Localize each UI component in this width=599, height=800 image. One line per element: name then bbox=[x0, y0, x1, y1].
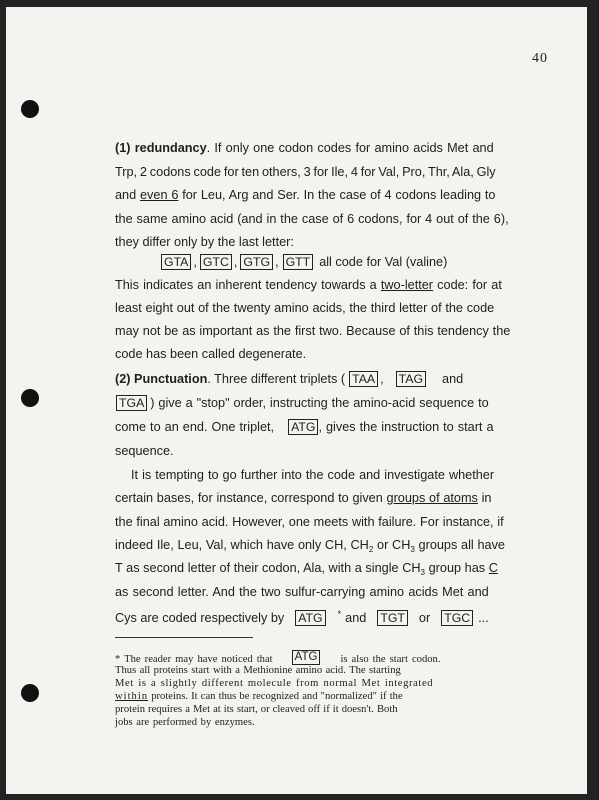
p3-line-7 bbox=[115, 606, 489, 626]
met-codon-atg: ATG bbox=[295, 610, 325, 626]
p1-line-5: they differ only by the last letter: bbox=[115, 235, 294, 249]
subscript-3: 3 bbox=[420, 568, 425, 577]
p3-line-6: as second letter. And the two sulfur-carrying amino acids Met and bbox=[115, 585, 489, 599]
p3-underline-c: C bbox=[488, 561, 498, 575]
footnote-underline-within: within bbox=[115, 691, 149, 702]
p3-line-5 bbox=[115, 560, 498, 576]
stop-codon-tga: TGA bbox=[116, 395, 147, 411]
p3-line-5-a: T as second letter of their codon, Ala, with a single CH bbox=[115, 561, 421, 575]
p2-line-1-text: . Three different triplets ( bbox=[207, 372, 346, 386]
footnote-line-3: Met is a slightly different molecule from normal Met integrated bbox=[115, 678, 434, 689]
p1-line-9: may not be as important as the first two. Because of this tendency the bbox=[115, 324, 511, 338]
footnote-line-2: Thus all proteins start with a Methionine amino acid. The starting bbox=[115, 665, 401, 676]
comma: , bbox=[275, 255, 279, 269]
p1-line-10: code has been called degenerate. bbox=[115, 347, 307, 361]
stop-codon-taa: TAA bbox=[349, 371, 378, 387]
p3-line-4-c: groups all have bbox=[414, 538, 505, 552]
punch-hole-bottom bbox=[21, 684, 39, 702]
p2-line-4: sequence. bbox=[115, 444, 174, 458]
p1-line-2: Trp, 2 codons code for ten others, 3 for Ile, 4 for Val, Pro, Thr, Ala, Gly bbox=[115, 165, 496, 179]
start-codon-atg: ATG bbox=[288, 419, 318, 435]
p2-and: and bbox=[442, 372, 464, 386]
footnote-marker: * bbox=[337, 609, 342, 619]
p2-line-2-text: ) give a "stop" order, instructing the amino-acid sequence to bbox=[150, 396, 489, 410]
footnote-line-5: protein requires a Met at its start, or cleaved off if it doesn't. Both bbox=[115, 704, 398, 715]
cys-codon-tgt: TGT bbox=[377, 610, 408, 626]
p1-heading: (1) redundancy bbox=[115, 141, 207, 155]
p2-line-3-a: come to an end. One triplet, bbox=[115, 420, 275, 434]
p2-line-3 bbox=[115, 419, 494, 435]
footnote-line-4 bbox=[115, 690, 403, 703]
p1-line-8: least eight out of the twenty amino acids, the third letter of the code bbox=[115, 301, 495, 315]
stop-codon-tag: TAG bbox=[396, 371, 426, 387]
punch-hole-middle bbox=[21, 389, 39, 407]
p2-line-2 bbox=[116, 395, 489, 411]
p1-line-7-a: This indicates an inherent tendency towards a bbox=[115, 278, 381, 292]
p1-line-1 bbox=[115, 140, 494, 156]
p3-ellipsis: ... bbox=[478, 611, 489, 626]
subscript-2: 2 bbox=[368, 545, 374, 554]
p2-heading: (2) Punctuation bbox=[115, 372, 208, 386]
p3-or: or bbox=[418, 611, 431, 626]
codon-box-gtt: GTT bbox=[283, 254, 314, 270]
p3-line-5-b: group has bbox=[424, 561, 489, 575]
p1-line-1-text: . If only one codon codes for amino acids Met and bbox=[206, 141, 494, 155]
p2-line-3-b: , gives the instruction to start a bbox=[318, 420, 494, 434]
val-codon-line bbox=[161, 254, 447, 270]
p1-line-7 bbox=[115, 277, 502, 293]
p1-line-7-b: code: for at bbox=[433, 278, 502, 292]
p3-line-2 bbox=[115, 490, 492, 506]
p3-line-4-b: or CH bbox=[373, 538, 411, 552]
p1-underline-even-6: even 6 bbox=[140, 188, 179, 202]
footnote-codon-atg: ATG bbox=[292, 650, 321, 665]
p3-line-2-b: in bbox=[477, 491, 492, 505]
comma: , bbox=[233, 255, 238, 269]
p1-line-3-b: for Leu, Arg and Ser. In the case of 4 codons leading to bbox=[178, 188, 496, 202]
subscript-3: 3 bbox=[410, 545, 415, 554]
p1-line-3-a: and bbox=[115, 188, 140, 202]
p3-line-3: the final amino acid. However, one meets with failure. For instance, if bbox=[115, 515, 504, 529]
comma: , bbox=[380, 372, 384, 386]
p1-line-3 bbox=[115, 187, 495, 203]
p3-and: and bbox=[345, 611, 367, 626]
footnote-line-1-b: is also the start codon. bbox=[340, 654, 441, 665]
val-codon-text: all code for Val (valine) bbox=[319, 255, 448, 269]
punch-hole-top bbox=[21, 100, 39, 118]
codon-box-gta: GTA bbox=[161, 254, 191, 270]
footnote-line-1-a: * The reader may have noticed that bbox=[115, 654, 273, 665]
page-number: 40 bbox=[532, 51, 548, 66]
footnote-divider bbox=[115, 637, 253, 638]
p3-line-4-a: indeed Ile, Leu, Val, which have only CH, CH bbox=[115, 538, 369, 552]
p3-line-4 bbox=[115, 537, 505, 553]
footnote-line-6: jobs are performed by enzymes. bbox=[115, 717, 255, 728]
codon-box-gtc: GTC bbox=[200, 254, 232, 270]
p1-underline-two-letter: two-letter bbox=[380, 278, 434, 292]
p3-line-7-a: Cys are coded respectively by bbox=[115, 611, 285, 626]
p3-line-1: It is tempting to go further into the code and investigate whether bbox=[131, 468, 495, 482]
p1-line-4: the same amino acid (and in the case of 6 codons, for 4 out of the 6), bbox=[115, 212, 509, 226]
p2-line-1 bbox=[115, 371, 463, 387]
cys-codon-tgc: TGC bbox=[441, 610, 473, 626]
p3-line-2-a: certain bases, for instance, correspond to given bbox=[115, 491, 387, 505]
codon-box-gtg: GTG bbox=[240, 254, 273, 270]
p3-underline-groups-of-atoms: groups of atoms bbox=[386, 491, 478, 505]
comma: , bbox=[193, 255, 197, 269]
footnote-line-4-b: proteins. It can thus be recognized and "normalized" if the bbox=[148, 691, 403, 702]
